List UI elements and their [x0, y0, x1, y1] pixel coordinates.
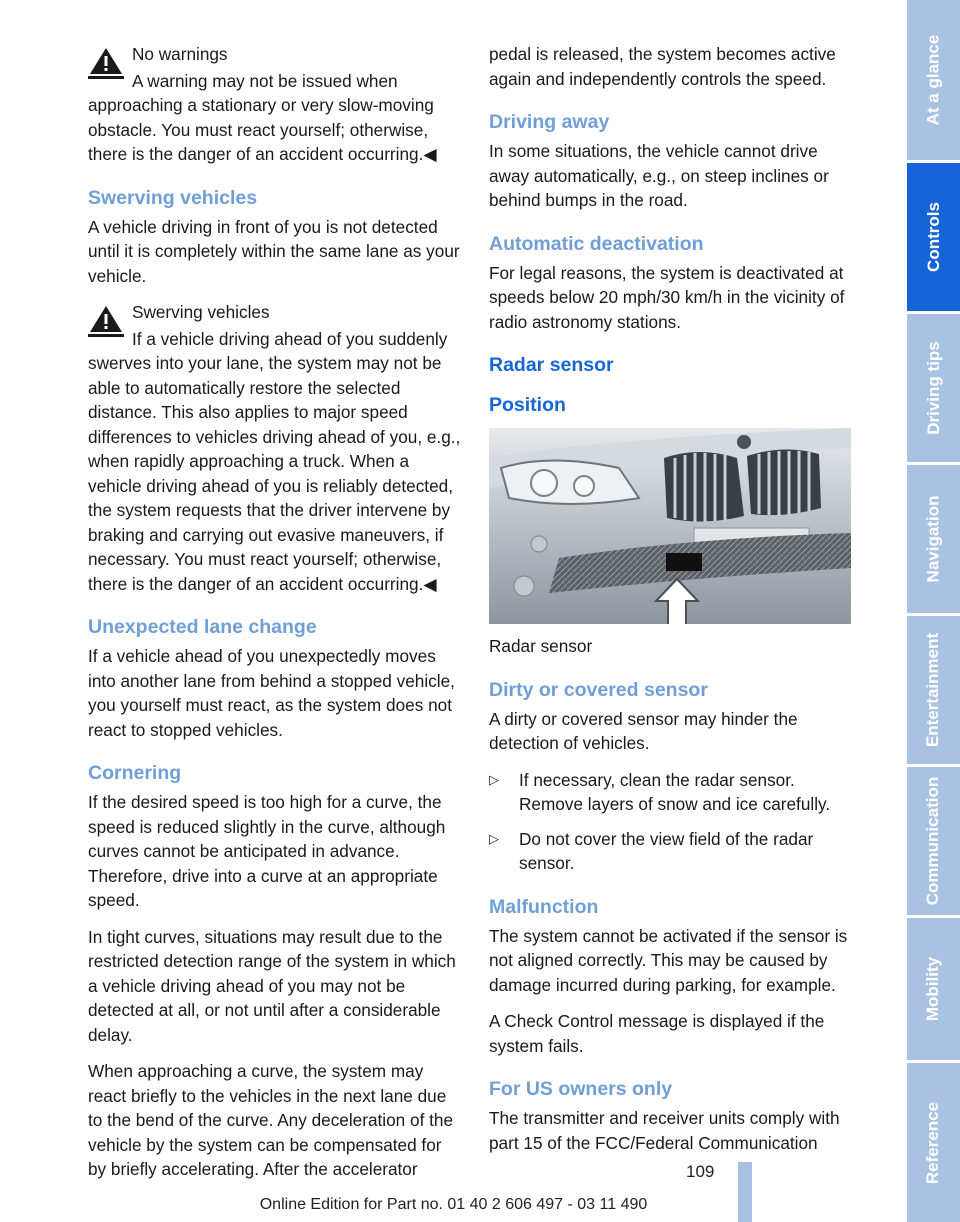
- paragraph: A vehicle driving in front of you is not detected until it is completely within the same lane as your vehicle.: [88, 216, 460, 286]
- tab-entertainment[interactable]: Entertainment: [907, 616, 960, 767]
- radar-sensor-figure: [489, 428, 851, 624]
- heading-us-owners: For US owners only: [489, 1078, 673, 1100]
- paragraph: In some situations, the vehicle cannot drive away automatically, e.g., on steep inclines or behind bumps in the road.: [489, 141, 829, 210]
- warning-no-warnings: [88, 42, 462, 167]
- right-column: [489, 42, 861, 1167]
- warning-body: A warning may not be issued when approaching a stationary or very slow-moving obstacle. You must react yourself; otherwise, there is the danger of an accident occurring.◀: [88, 70, 437, 164]
- tab-reference[interactable]: Reference: [907, 1063, 960, 1222]
- warning-swerving-vehicles: [88, 300, 462, 596]
- heading-driving-away: Driving away: [489, 111, 610, 133]
- list-item: [489, 827, 861, 876]
- heading-radar-sensor: Radar sensor: [489, 354, 614, 376]
- paragraph: When approaching a curve, the system may react briefly to the vehicles in the next lane due to the bend of the curve. Any deceleration of the vehicle by the system can be compensated for by briefly accelerating. After the accelerator: [88, 1061, 454, 1179]
- paragraph: If a vehicle ahead of you unexpectedly moves into another lane from behind a stopped vehicle, you yourself must react, as the system does not react to stopped vehicles.: [88, 646, 455, 740]
- tab-communication[interactable]: Communication: [907, 767, 960, 918]
- warning-title: No warnings: [132, 44, 228, 64]
- heading-cornering: Cornering: [88, 762, 182, 784]
- page-number: 109: [686, 1162, 715, 1181]
- paragraph: If the desired speed is too high for a curve, the speed is reduced slightly in the curve, although curves cannot be anticipated in advance. Therefore, drive into a curve at an appropriate speed.: [88, 792, 446, 910]
- paragraph: A dirty or covered sensor may hinder the detection of vehicles.: [489, 708, 798, 753]
- tab-at-a-glance[interactable]: At a glance: [907, 0, 960, 163]
- heading-malfunction: Malfunction: [489, 895, 599, 918]
- paragraph: The system cannot be activated if the sensor is not aligned correctly. This may be caused by damage incurred during parking, for example.: [489, 925, 848, 995]
- tab-controls[interactable]: Controls: [907, 163, 960, 314]
- warning-title: Swerving vehicles: [132, 302, 270, 322]
- heading-automatic-deactivation: Automatic deactivation: [489, 232, 704, 255]
- warning-body: If a vehicle driving ahead of you suddenly swerves into your lane, the system may not be able to automatically restore the selected distance. This also applies to major speed differences to vehicles driving ahead of you, e.g., when rapidly approaching a truck. When a vehicle driving ahead of you is reliably detected, the system requests that the driver intervene by braking and carrying out evasive maneuvers, if necessary. You must react yourself; otherwise, there is the danger of an accident occurring.◀: [88, 328, 461, 594]
- heading-position: Position: [489, 394, 566, 416]
- tab-navigation[interactable]: Navigation: [907, 465, 960, 616]
- figure-caption: Radar sensor: [489, 636, 593, 656]
- bullet-list: [489, 768, 861, 876]
- list-item-text: Do not cover the view field of the radar sensor.: [519, 828, 814, 873]
- paragraph: A Check Control message is displayed if the system fails.: [489, 1011, 825, 1056]
- tab-driving-tips[interactable]: Driving tips: [907, 314, 960, 465]
- tab-mobility[interactable]: Mobility: [907, 918, 960, 1063]
- left-column: [88, 42, 462, 1194]
- arrow-up-icon: [654, 577, 700, 624]
- heading-unexpected-lane-change: Unexpected lane change: [88, 616, 317, 638]
- chapter-tabs: [907, 0, 960, 1222]
- heading-dirty-covered-sensor: Dirty or covered sensor: [489, 678, 708, 701]
- list-item: [489, 768, 861, 817]
- bullet-marker-icon: ▷: [489, 771, 499, 787]
- warning-triangle-icon: [88, 304, 124, 338]
- heading-swerving-vehicles: Swerving vehicles: [88, 186, 258, 209]
- footer-edition-text: Online Edition for Part no. 01 40 2 606 497 - 03 11 490: [259, 1196, 648, 1213]
- paragraph: In tight curves, situations may result due to the restricted detection range of the system in which a vehicle driving ahead of you may not be detected at all, or not until after a considerable delay.: [88, 926, 456, 1045]
- list-item-text: If necessary, clean the radar sensor. Remove layers of snow and ice carefully.: [519, 769, 831, 814]
- warning-triangle-icon: [88, 46, 124, 80]
- paragraph: The transmitter and receiver units comply with part 15 of the FCC/Federal Communication: [489, 1108, 840, 1153]
- paragraph: For legal reasons, the system is deactivated at speeds below 20 mph/30 km/h in the vicinity of radio astronomy stations.: [489, 262, 845, 332]
- bullet-marker-icon: ▷: [489, 830, 499, 846]
- paragraph: pedal is released, the system becomes active again and independently controls the speed.: [489, 44, 836, 89]
